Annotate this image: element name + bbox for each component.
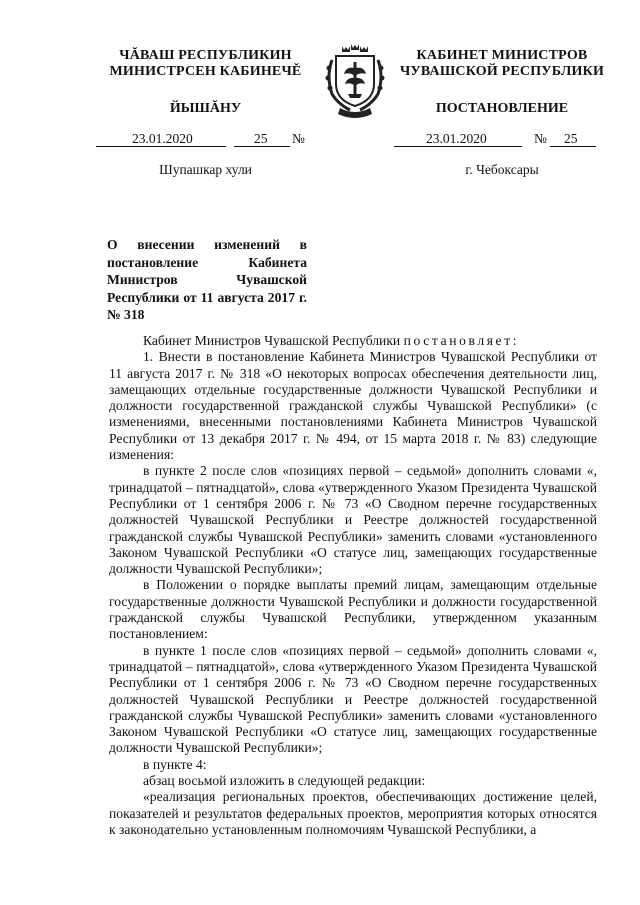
document-subject: О внесении изменений в постановление Кабинета Министров Чувашской Республики от 11 августа 2017 г. № 318 [107,237,307,322]
header-left-block [98,48,313,80]
body-paragraph-2: в пункте 2 после слов «позициях первой – седьмой» дополнить словами «, тринадцатой – пятнадцатой», слова «утвержденного Указом Президента Чувашской Республики от 1 сентября 2006 г. № 73 «О Сводном перечне государственных должностей Чувашской Республики и Реестре должностей государственной гражданской службы Чувашской Республики» заменить словами «установленного Законом Чувашской Республики «О статусе лиц, замещающих государственные должности Чувашской Республики»; [109,463,597,577]
header-right-line1: КАБИНЕТ МИНИСТРОВ [416,48,588,63]
left-date-number-row [96,131,316,149]
body-paragraph-3: в Положении о порядке выплаты премий лицам, замещающим отдельные государственные должности Чувашской Республики и должности государственной гражданской службы Чувашской Республики, утвержденном указанным постановлением: [109,577,597,642]
document-body [109,333,597,838]
header-right-title: ПОСТАНОВЛЕНИЕ [435,101,569,116]
coat-of-arms-icon [322,42,388,120]
intro-paragraph [109,333,597,349]
header-right-block [392,48,612,80]
left-date: 23.01.2020 [132,131,193,146]
header-left-line1: ЧĂВАШ РЕСПУБЛИКИН [119,48,292,63]
header-left-title: ЙЫШĂНУ [169,101,242,116]
left-number: 25 [254,131,268,146]
right-number-sign: № [534,131,547,146]
body-paragraph-5: в пункте 4: [143,756,207,772]
intro-decree-word: постановляет: [403,333,520,348]
right-city: г. Чебоксары [465,162,539,177]
body-paragraph-7: «реализация региональных проектов, обеспечивающих достижение целей, показателей и результатов федеральных проектов, мероприятия которых относятся к законодательно установленным полномочиям Чувашской Республики, а [109,789,597,837]
body-paragraph-1: 1. Внести в постановление Кабинета Министров Чувашской Республики от 11 августа 2017 г. № 318 «О некоторых вопросах обеспечения деятельности лиц, замещающих отдельные государственные должности Чувашской Республики и должности государственной гражданской службы Чувашской Республики» (с изменениями, внесенными постановлениями Кабинета Министров Чувашской Республики от 13 декабря 2017 г. № 494, от 15 марта 2018 г. № 83) следующие изменения: [109,349,597,463]
body-paragraph-6: абзац восьмой изложить в следующей редакции: [143,773,426,789]
left-number-sign: № [292,131,305,146]
left-city: Шупашкар хули [159,162,252,177]
right-date-number-row [394,131,604,149]
right-date: 23.01.2020 [426,131,487,146]
header-left-line2: МИНИСТРСЕН КАБИНЕЧĚ [109,64,302,79]
body-paragraph-4: в пункте 1 после слов «позициях первой – седьмой» дополнить словами «, тринадцатой – пятнадцатой», слова «утвержденного Указом Президента Чувашской Республики от 1 сентября 2006 г. № 73 «О Сводном перечне государственных должностей Чувашской Республики и Реестре должностей государственной гражданской службы Чувашской Республики» заменить словами «установленного Законом Чувашской Республики «О статусе лиц, замещающих государственные должности Чувашской Республики»; [109,642,597,756]
intro-text: Кабинет Министров Чувашской Республики [143,333,401,348]
right-number: 25 [564,131,578,146]
header-right-line2: ЧУВАШСКОЙ РЕСПУБЛИКИ [399,64,605,79]
